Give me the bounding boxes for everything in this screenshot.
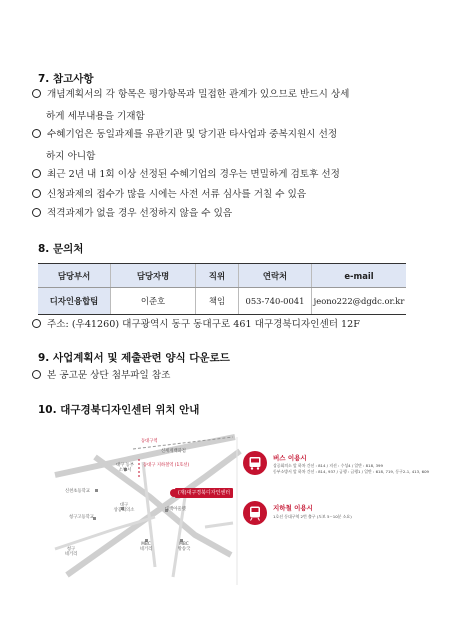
cell-dept: 디자인융합팀 — [38, 288, 111, 315]
contact-table — [38, 263, 406, 315]
map-label-mbc-crossroad: MBC 네거리 — [139, 542, 153, 552]
table-row — [38, 288, 406, 315]
section-7-title: 7. 참고사항 — [38, 73, 94, 85]
bus-icon — [243, 451, 267, 475]
subway-info-line: 1호선 동대구역 2번 출구 (도보 5~10분 소요) — [273, 514, 352, 519]
map-label-cheonggu-crossroad: 청구 네거리 — [64, 547, 78, 557]
circle-bullet-icon — [32, 89, 41, 98]
map-roads — [55, 437, 430, 585]
section-8-title: 8. 문의처 — [38, 243, 84, 255]
notice-text-cont: 하지 아니함 — [46, 151, 96, 162]
section-9-title: 9. 사업계획서 및 제출관련 양식 다운로드 — [38, 352, 230, 364]
bus-info-line: 동부소방서 앞 하차 간선 : 814, 937 / 급행 : 급행1 / 일반 : 618, 719, 동구2-1, 413, 609 — [273, 469, 430, 474]
circle-bullet-icon — [32, 319, 41, 328]
section-10-title: 10. 대구경북디자인센터 위치 안내 — [38, 404, 200, 416]
notice-text: 개념계획서의 각 항목은 평가항목과 밀접한 관계가 있으므로 반드시 상세 — [47, 89, 350, 100]
circle-bullet-icon — [32, 189, 41, 198]
map-label-dongdaegu-station: 동대구역 — [141, 439, 158, 444]
notice-item — [32, 188, 306, 201]
col-header-position: 직위 — [196, 264, 239, 288]
map-label-subway-station: 동대구 지하철역 (1호선) — [143, 463, 190, 468]
download-text: 본 공고문 상단 첨부파일 참조 — [47, 370, 171, 381]
col-header-email: e-mail — [312, 264, 407, 288]
table-header-row — [38, 264, 406, 288]
map-label-high-school: 청구고등학교 — [69, 515, 94, 520]
bus-info-line: 상공회의소 앞 하차 간선 : 814 / 지선 : 수성4 / 일반 : 818, 399 — [273, 463, 383, 468]
map-label-outlet: 대백아울렛 — [165, 507, 186, 512]
map-pin-design-center: (재)대구경북디자인센터 — [175, 488, 233, 498]
cell-email[interactable]: jeono222@dgdc.or.kr — [312, 288, 407, 315]
map-label-mbc: MBC 방송국 — [177, 542, 191, 552]
subway-icon — [243, 501, 267, 525]
notice-text: 최근 2년 내 1회 이상 선정된 수혜기업의 경우는 면밀하게 검토후 선정 — [47, 169, 340, 180]
circle-bullet-icon — [32, 169, 41, 178]
address-item — [32, 318, 360, 331]
col-header-dept: 담당부서 — [38, 264, 111, 288]
notice-item — [32, 128, 337, 141]
circle-bullet-icon — [32, 370, 41, 379]
col-header-name: 담당자명 — [111, 264, 196, 288]
map-label-fire-station: 대구 동부 소방서 — [116, 463, 134, 473]
cell-position: 책임 — [196, 288, 239, 315]
notice-text: 적격과제가 없을 경우 선정하지 않을 수 있음 — [47, 208, 233, 219]
map-label-shinsegae: 신세계백화점 — [161, 449, 186, 454]
notice-text: 수혜기업은 동일과제를 유관기관 및 당기관 타사업과 중복지원시 선정 — [47, 129, 338, 140]
notice-text-cont: 하게 세부내용을 기재함 — [46, 111, 145, 122]
location-map — [55, 437, 430, 585]
map-label-sincheon-school: 신천초등학교 — [65, 489, 90, 494]
col-header-phone: 연락처 — [239, 264, 312, 288]
notice-item — [32, 207, 232, 220]
circle-bullet-icon — [32, 129, 41, 138]
cell-name: 이준호 — [111, 288, 196, 315]
subway-info-title: 지하철 이용시 — [273, 504, 313, 512]
notice-item — [32, 88, 349, 101]
address-text: 주소: (우41260) 대구광역시 동구 동대구로 461 대구경북디자인센터 12F — [47, 319, 360, 330]
download-item — [32, 369, 170, 382]
notice-item — [32, 168, 340, 181]
map-label-chamber: 대구 상공회의소 — [113, 503, 135, 513]
bus-info-title: 버스 이용시 — [273, 454, 307, 462]
circle-bullet-icon — [32, 208, 41, 217]
notice-text: 신청과제의 접수가 많을 시에는 사전 서류 심사를 거칠 수 있음 — [47, 189, 307, 200]
cell-phone: 053-740-0041 — [239, 288, 312, 315]
